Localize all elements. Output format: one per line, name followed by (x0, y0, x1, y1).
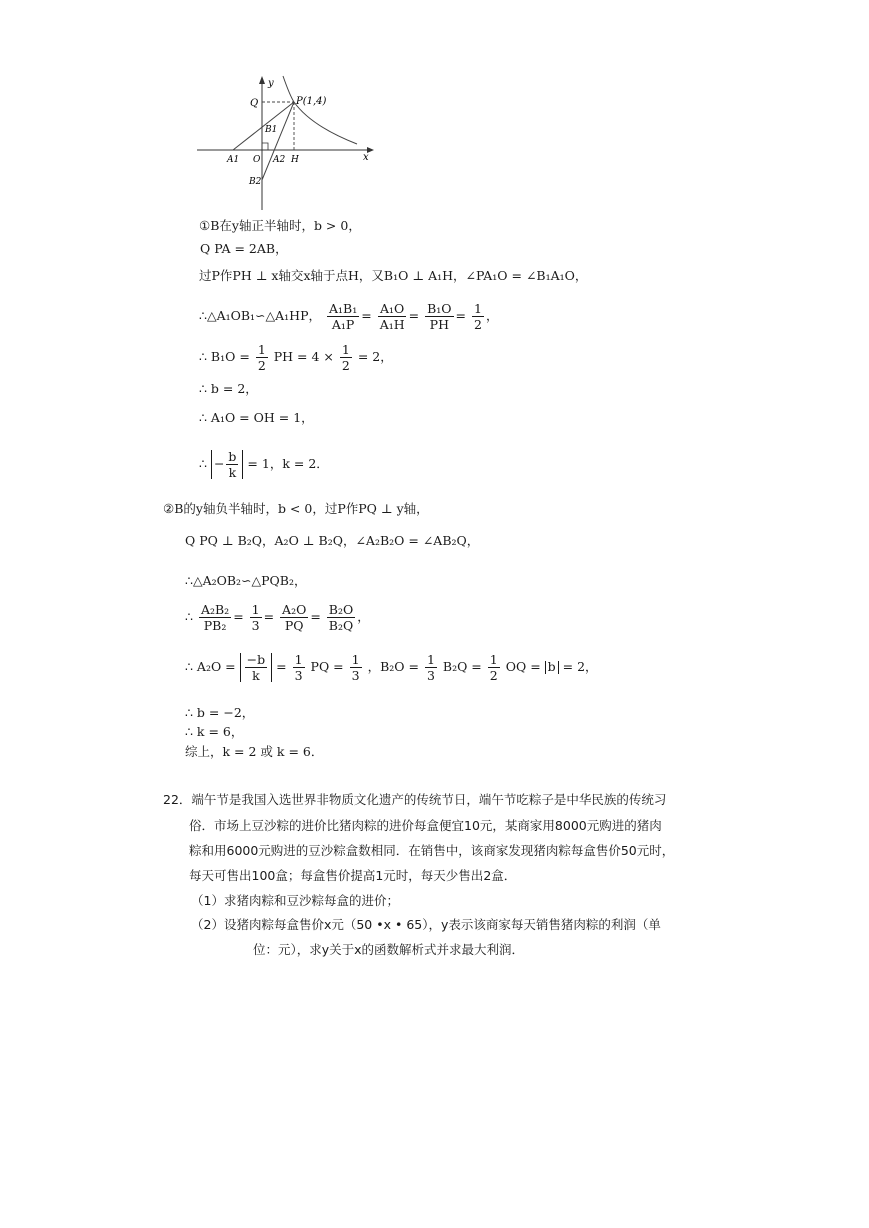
case1-similar: ∴△A₁OB₁∽△A₁HP， (199, 308, 321, 324)
case1-line6: ∴ b = 2， (199, 381, 258, 396)
fraction: $\frac{\text{B₂O}}{\text{B₂Q}}$ (328, 602, 354, 634)
case1-line8: ∴ − $\frac{b}{k}$ = 1，k = 2． (199, 449, 329, 481)
label-q: Q (250, 98, 259, 109)
label-b2: B2 (249, 177, 262, 187)
coordinate-figure (195, 72, 380, 212)
case2-line2: Q PQ ⊥ B₂Q，A₂O ⊥ B₂Q，∠A₂B₂O = ∠AB₂Q， (185, 533, 480, 548)
label-a2: A2 (273, 155, 286, 165)
label-o: O (253, 155, 261, 165)
label-x: x (363, 152, 369, 163)
right-angle-mark (262, 143, 268, 150)
case1-line5: ∴ B₁O = $\frac{1}{2}$ PH = 4 × $\frac{1}{2}$ = 2， (199, 342, 393, 374)
fraction: $\frac{\text{A₂B₂}}{\text{PB₂}}$ (200, 602, 230, 634)
q22-line4: 每天可售出100盒；每盒售价提高1元时，每天少售出2盒． (189, 868, 517, 883)
case2-line3: ∴△A₂OB₂∽△PQB₂， (185, 573, 307, 588)
y-axis-arrow-icon (259, 76, 265, 84)
case1-line1: ①B在y轴正半轴时，b > 0， (199, 218, 361, 233)
q22-part1: （1）求猪肉粽和豆沙粽每盒的进价； (191, 893, 399, 908)
label-b1: B1 (265, 125, 278, 135)
fraction: $\frac{-b}{k}$ (246, 652, 266, 684)
case1-line7: ∴ A₁O = OH = 1， (199, 410, 314, 425)
q22-line2: 俗．市场上豆沙粽的进价比猪肉粽的进价每盒便宜10元，某商家用8000元购进的猪肉 (189, 818, 662, 833)
fraction: $\frac{1}{2}$ (489, 652, 498, 684)
line-b2-p (262, 102, 294, 180)
fraction: $\frac{b}{k}$ (228, 449, 237, 481)
absolute-value (240, 653, 272, 682)
label-p: P(1,4) (296, 96, 327, 107)
label-a1: A1 (227, 155, 240, 165)
case2-line5: ∴ A₂O = $\frac{-b}{k}$ = $\frac{1}{3}$ PQ = $\frac{1}{3}$ ，B₂O = $\frac{1}{3}$ B₂Q = $\frac{1}{2}$ OQ = b = 2， (185, 652, 598, 684)
fraction: $\frac{\text{A₂O}}{PQ}$ (282, 602, 307, 634)
q22-line3: 粽和用6000元购进的豆沙粽盒数相同．在销售中，该商家发现猪肉粽每盒售价50元时， (189, 843, 675, 858)
fraction: $\frac{1}{3}$ (251, 602, 260, 634)
label-h: H (291, 155, 299, 165)
case2-conclusion: 综上，k = 2 或 k = 6． (185, 744, 324, 759)
fraction: $\frac{1}{2}$ (474, 301, 482, 333)
q22-part2: （2）设猪肉粽每盒售价x元（50 •x • 65），y表示该商家每天销售猪肉粽的利润（单 (191, 917, 661, 932)
case2-line7: ∴ k = 6， (185, 724, 244, 739)
case1-line2: Q PA = 2AB， (200, 241, 288, 256)
q22-part2-cont: 位：元），求y关于x的函数解析式并求最大利润． (253, 942, 525, 957)
case1-line3: 过P作PH ⊥ x轴交x轴于点H，又B₁O ⊥ A₁H，∠PA₁O = ∠B₁A₁O， (199, 268, 588, 283)
fraction: $\frac{\text{A₁B₁}}{\text{A₁P}}$ (328, 301, 358, 333)
fraction: $\frac{1}{3}$ (351, 652, 360, 684)
case2-line1: ②B的y轴负半轴时，b < 0，过P作PQ ⊥ y轴， (163, 501, 429, 516)
absolute-value: − $\frac{b}{k}$ (211, 450, 244, 479)
absolute-value: b (545, 661, 559, 674)
fraction: $\frac{1}{3}$ (426, 652, 435, 684)
case2-line4: ∴ $\frac{\text{A₂B₂}}{\text{PB₂}}$ = $\frac{1}{3}$ = $\frac{\text{A₂O}}{PQ}$ = $\frac{\text{B₂O}}{\text{B₂Q}}$ ， (185, 602, 370, 634)
fraction: $\frac{\text{B₁O}}{PH}$ (427, 301, 452, 333)
label-y: y (268, 78, 274, 89)
fraction: $\frac{1}{3}$ (294, 652, 303, 684)
fraction: $\frac{\text{A₁O}}{\text{A₁H}}$ (379, 301, 405, 333)
case2-line6: ∴ b = −2， (185, 705, 255, 720)
case1-line4: ∴△A₁OB₁∽△A₁HP， $\frac{\text{A₁B₁}}{\text{A₁P}}$ = $\frac{\text{A₁O}}{\text{A₁H}}$ = $\frac{\text{B₁O}}{PH}$ = $\frac{1}{2}$ ， (199, 301, 499, 333)
q22-line1: 22．端午节是我国入选世界非物质文化遗产的传统节日，端午节吃粽子是中华民族的传统习 (163, 792, 667, 807)
fraction: $\frac{1}{2}$ (257, 342, 266, 374)
fraction: $\frac{1}{2}$ (341, 342, 350, 374)
